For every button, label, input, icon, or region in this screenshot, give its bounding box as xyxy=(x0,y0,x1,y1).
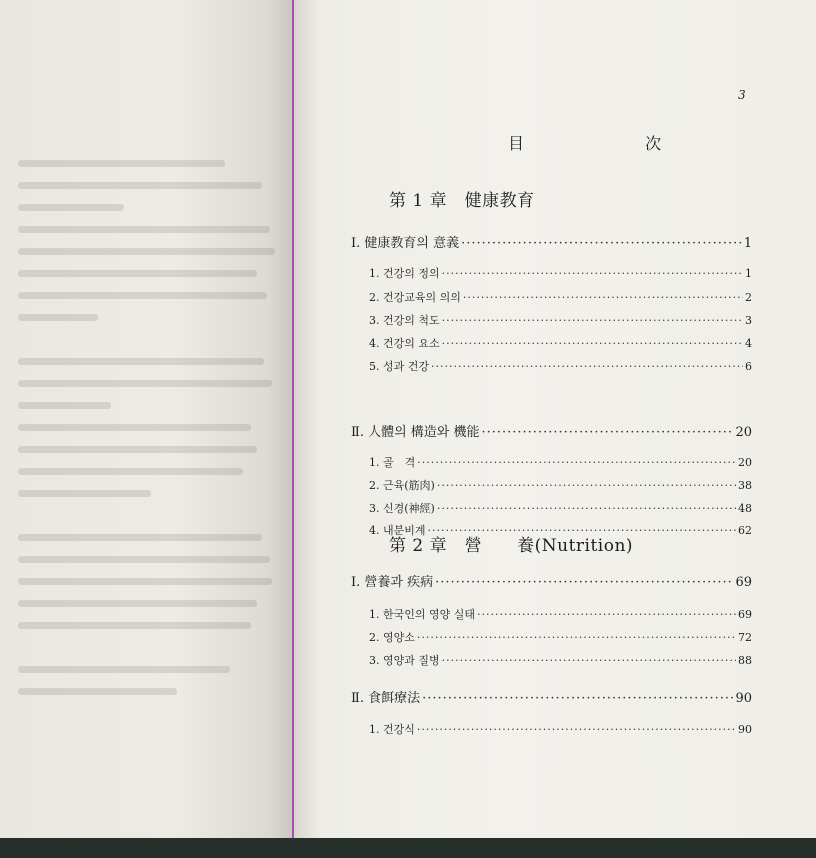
leader-dots xyxy=(437,479,736,492)
book-edge xyxy=(0,838,816,858)
chapter-title: 第 1 章 健康教育 xyxy=(389,191,535,211)
leader-dots xyxy=(442,654,736,667)
item-page: 38 xyxy=(738,479,752,492)
item-label: 3. 신경(神經) xyxy=(369,502,435,515)
item-page: 6 xyxy=(745,360,752,373)
toc-item xyxy=(369,358,752,374)
item-label: 4. 내분비계 xyxy=(369,524,426,537)
leader-dots xyxy=(417,723,736,736)
item-page: 20 xyxy=(738,456,752,469)
item-label: 1. 건강식 xyxy=(369,723,415,736)
leader-dots xyxy=(435,575,733,590)
leader-dots xyxy=(481,425,733,440)
item-page: 90 xyxy=(738,723,752,736)
toc-section xyxy=(351,571,752,590)
section-label: Ⅱ. 食餌療法 xyxy=(351,691,421,706)
leader-dots xyxy=(437,502,736,515)
toc-item xyxy=(369,629,752,645)
leader-dots xyxy=(442,314,743,327)
page-number: 3 xyxy=(738,88,746,102)
item-page: 1 xyxy=(745,267,752,280)
toc-title: 目 次 xyxy=(508,134,720,153)
leader-dots xyxy=(422,691,733,706)
toc-section xyxy=(351,687,752,706)
item-label: 1. 건강의 정의 xyxy=(369,267,440,280)
leader-dots xyxy=(463,291,743,304)
item-page: 72 xyxy=(738,631,752,644)
toc-item xyxy=(369,289,752,305)
item-page: 62 xyxy=(738,524,752,537)
leader-dots xyxy=(431,360,743,373)
section-page: 69 xyxy=(735,575,752,590)
leader-dots xyxy=(417,631,736,644)
bleed-through-text xyxy=(18,160,283,720)
section-label: Ⅰ. 健康教育의 意義 xyxy=(351,236,460,251)
item-label: 3. 영양과 질병 xyxy=(369,654,440,667)
section-page: 1 xyxy=(743,236,752,251)
toc-section xyxy=(351,232,752,251)
toc-item xyxy=(369,265,752,281)
leader-dots xyxy=(477,608,736,621)
item-label: 2. 영양소 xyxy=(369,631,415,644)
section-label: Ⅰ. 營養과 疾病 xyxy=(351,575,434,590)
left-page xyxy=(0,0,292,838)
leader-dots xyxy=(461,236,742,251)
section-page: 20 xyxy=(735,425,752,440)
item-label: 2. 근육(筋肉) xyxy=(369,479,435,492)
item-label: 1. 골 격 xyxy=(369,456,416,469)
toc-item xyxy=(369,721,752,737)
toc-item xyxy=(369,477,752,493)
item-page: 48 xyxy=(738,502,752,515)
toc-section xyxy=(351,421,752,440)
section-page: 90 xyxy=(735,691,752,706)
leader-dots xyxy=(442,267,743,280)
toc-item xyxy=(369,335,752,351)
item-page: 4 xyxy=(745,337,752,350)
item-label: 5. 성과 건강 xyxy=(369,360,429,373)
chapter-title: 第 2 章 營 養(Nutrition) xyxy=(389,536,634,556)
toc-item xyxy=(369,312,752,328)
leader-dots xyxy=(417,456,736,469)
item-label: 1. 한국인의 영양 실태 xyxy=(369,608,475,621)
item-page: 69 xyxy=(738,608,752,621)
item-label: 4. 건강의 요소 xyxy=(369,337,440,350)
toc-item xyxy=(369,606,752,622)
toc-item xyxy=(369,500,752,516)
section-label: Ⅱ. 人體의 構造와 機能 xyxy=(351,425,480,440)
item-label: 3. 건강의 척도 xyxy=(369,314,440,327)
item-page: 88 xyxy=(738,654,752,667)
item-page: 3 xyxy=(745,314,752,327)
item-label: 2. 건강교육의 의의 xyxy=(369,291,461,304)
right-page xyxy=(294,0,816,838)
item-page: 2 xyxy=(745,291,752,304)
toc-item xyxy=(369,454,752,470)
toc-item xyxy=(369,652,752,668)
leader-dots xyxy=(442,337,743,350)
